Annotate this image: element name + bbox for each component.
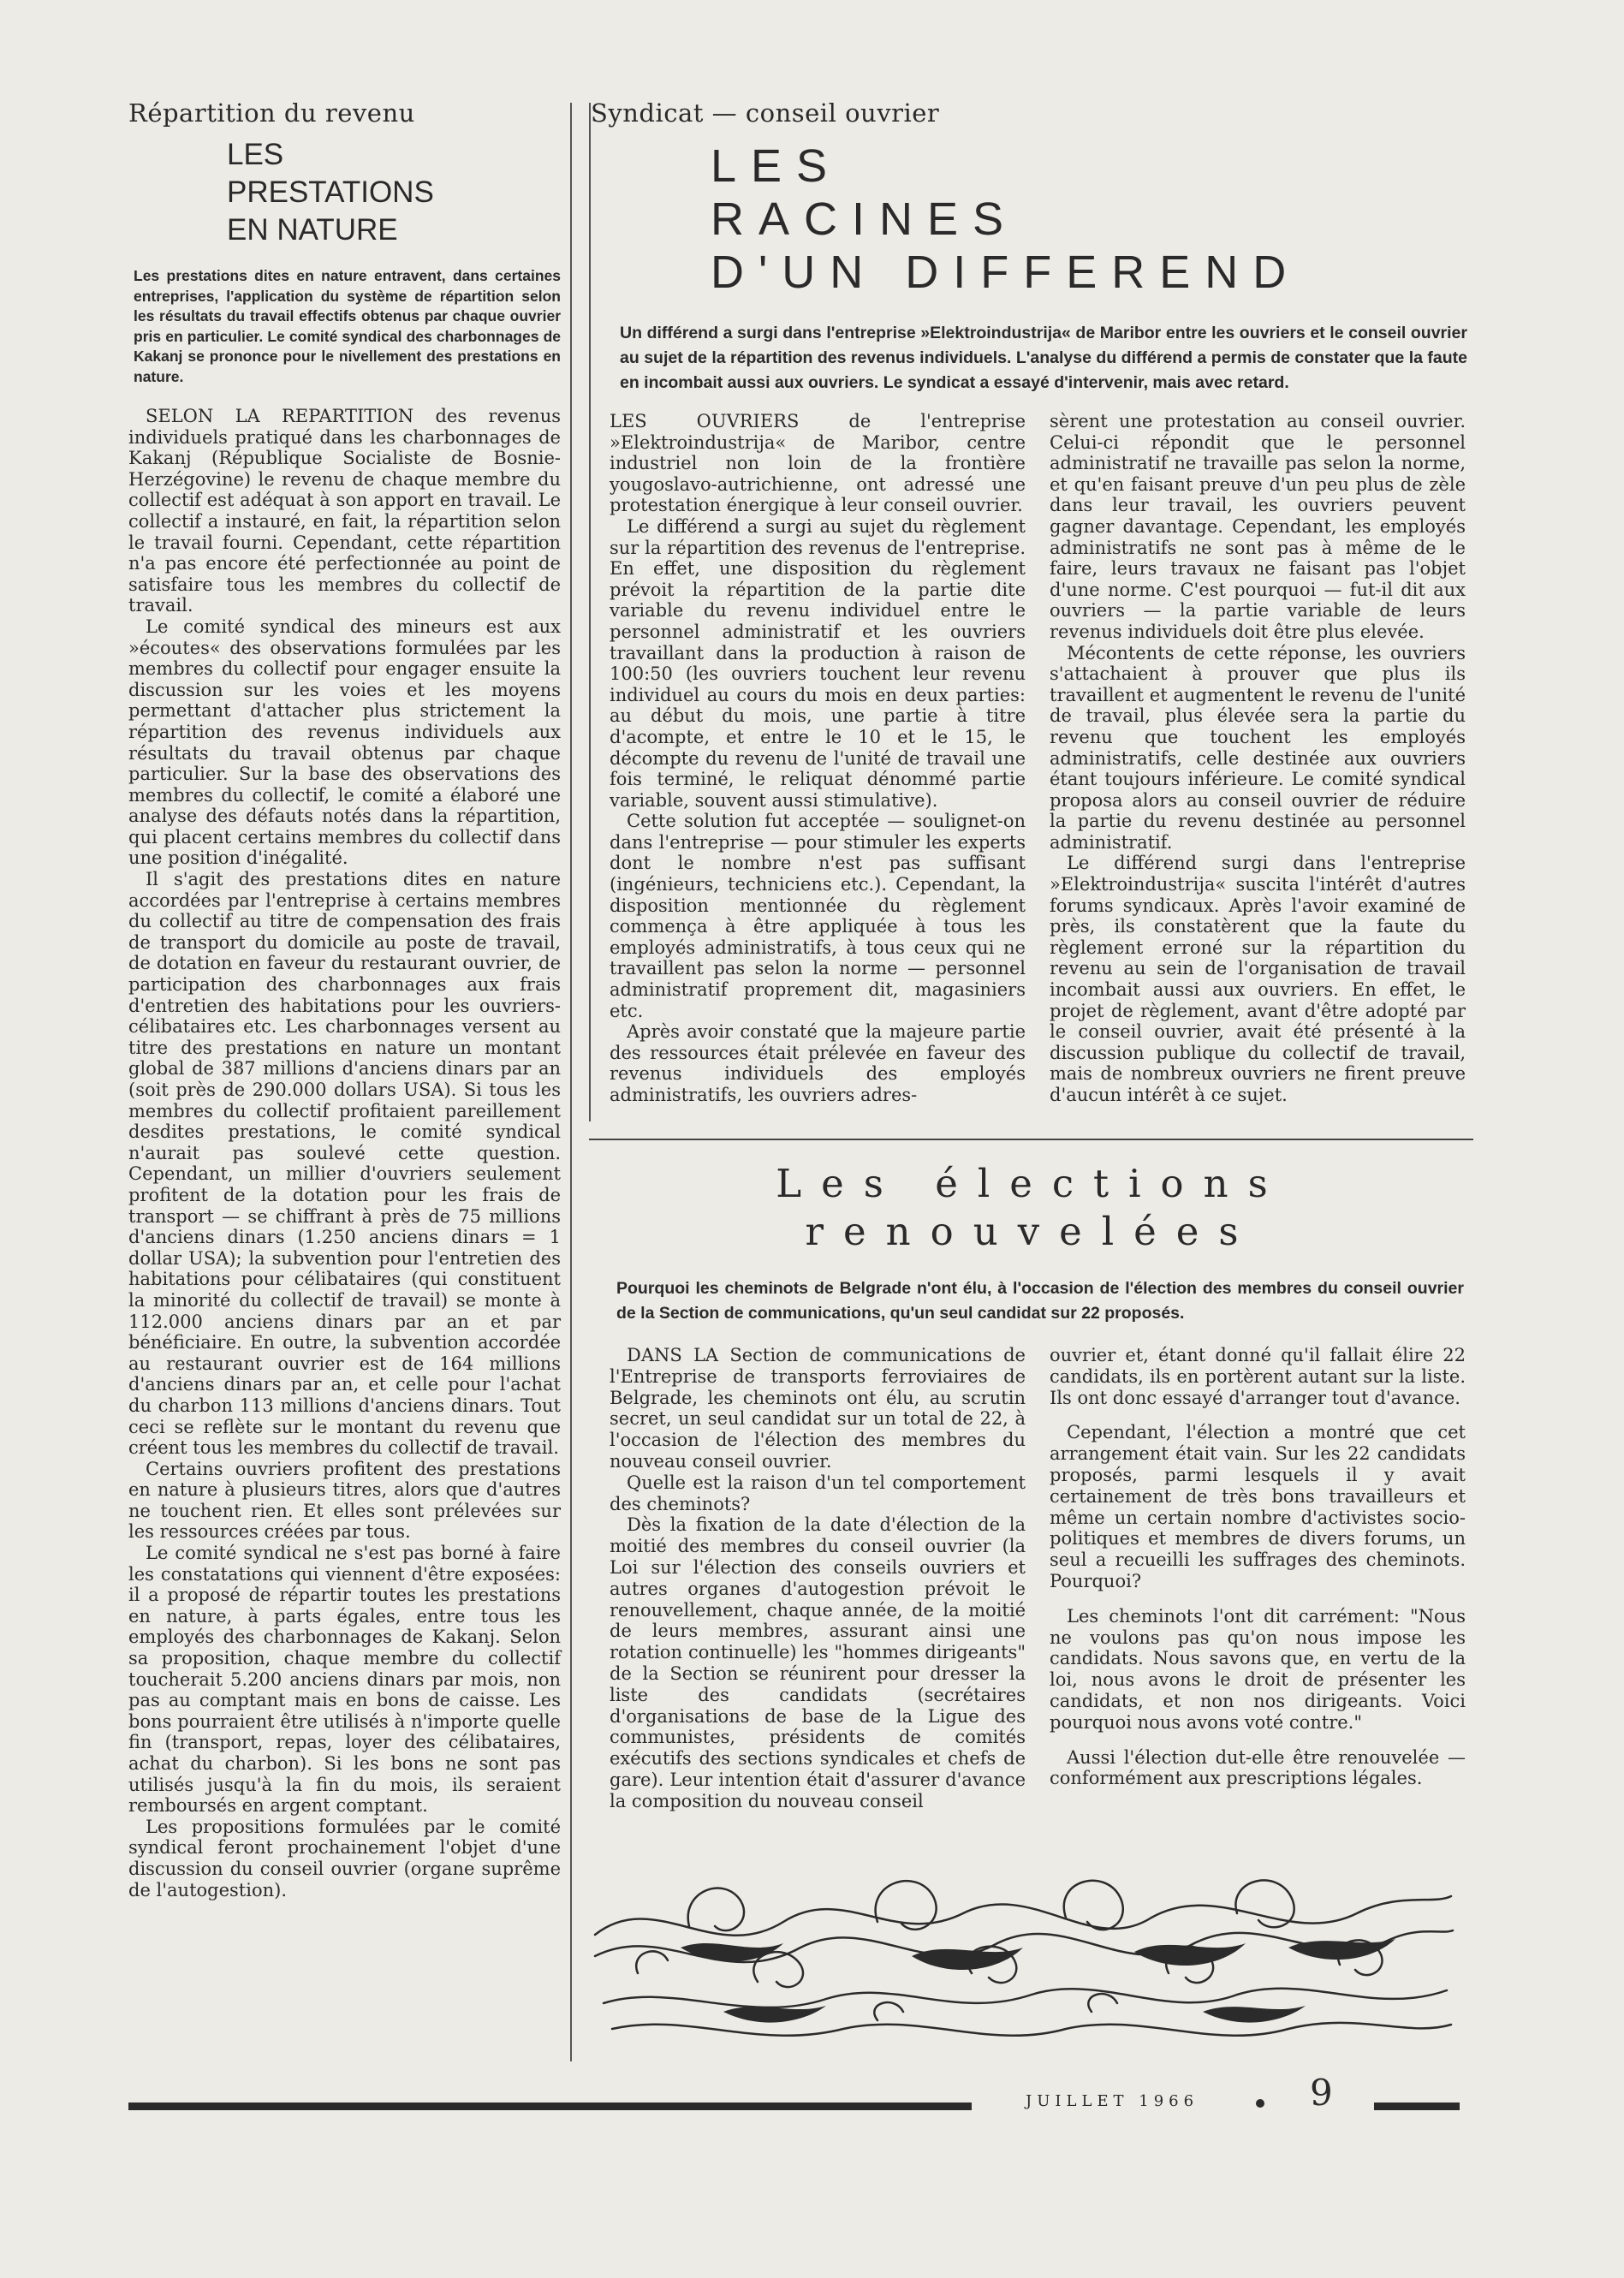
wave-ornament-illustration [586, 1853, 1460, 2076]
top-col1-paragraph-3: Cette solution fut acceptée — soulignet-on dans l'entreprise — pour stimuler les experts dont le nombre n'est pas suffisant (ingénieurs, techniciens etc.). Cependant, la disposition mentionnée du règlement commença à être appliquée à tous les employés administratifs, à tous ceux qui ne travaillent pas selon la norme — personnel administratif proprement dit, magasiniers etc. [610, 811, 1026, 1021]
bottom-col1-paragraph-2: Quelle est la raison d'un tel comportement des cheminots? [610, 1472, 1026, 1514]
footer-bullet [1256, 2099, 1264, 2108]
top-col2-paragraph-2: Mécontents de cette réponse, les ouvriers s'attachaient à prouver que plus ils travaillent et augmentent le revenu de l'unité de travail, plus élevée sera la partie du revenu que touchent les employés administratifs, celle destinée aux ouvriers étant toujours inférieure. Le comité syndical proposa alors au conseil ouvrier de réduire la partie du revenu destinée au personnel administratif. [1050, 642, 1466, 853]
top-title-line-2: RACINES [711, 193, 1019, 245]
left-title-line-3: EN NATURE [227, 213, 398, 247]
column-divider-left [570, 103, 572, 2061]
left-paragraph-4: Certains ouvriers profitent des prestations en nature à plusieurs titres, alors que d'autres ne touchent rien. Et elles sont prélevées sur les ressources créées par tous. [128, 1458, 561, 1543]
section-divider [589, 1139, 1473, 1140]
bottom-article-intro: Pourquoi les cheminots de Belgrade n'ont élu, à l'occasion de l'élection des membres du conseil ouvrier de la Section de communications, qu'un seul candidat sur 22 proposés. [616, 1279, 1464, 1323]
top-article-column-2 [1050, 411, 1466, 1106]
bottom-col1-paragraph-3: Dès la fixation de la date d'élection de la moitié des membres du conseil ouvrier (la Loi sur l'élection des conseils ouvriers et autres organes d'autogestion prévoit le renouvellement, chaque année, de la moitié de leurs membres, assurant ainsi une rotation continuelle) les "hommes dirigeants" de la Section se réunirent pour dresser la liste des candidats (secrétaires d'organisations de base de la Ligue des communistes, présidents de comités exécutifs des sections syndicales et chefs de gare). Leur intention était d'assurer d'avance la composition du nouveau conseil [610, 1514, 1026, 1811]
top-article-title [711, 140, 1472, 299]
top-col1-paragraph-2: Le différend a surgi au sujet du règlement sur la répartition des revenus de l'entreprise. En effet, une disposition du règlement prévoit la répartition de la partie dite variable du revenu individuel entre le personnel administratif et les ouvriers travaillant dans la production à raison de 100:50 (les ouvriers touchent leur revenu individuel au cours du mois en deux parties: au début du mois, une partie à titre d'acompte, et entre le 10 et le 15, le décompte du revenu de l'unité de travail une fois terminé, le reliquat dénommé partie variable, souvent aussi stimulative). [610, 515, 1026, 811]
bottom-article-body [610, 1345, 1466, 1812]
bottom-col1-paragraph-1: DANS LA Section de communications de l'Entreprise de transports ferroviaires de Belgrade, les cheminots ont élu, au scrutin secret, un seul candidat sur un total de 22, à l'occasion de l'élection des membres du nouveau conseil ouvrier. [610, 1345, 1026, 1472]
left-paragraph-6: Les propositions formulées par le comité syndical feront prochainement l'objet d'une discussion du conseil ouvrier (organe suprême de l'autogestion). [128, 1816, 561, 1900]
top-title-line-3: D'UN DIFFEREND [711, 247, 1301, 298]
top-article-rubric: Syndicat — conseil ouvrier [591, 98, 940, 128]
bottom-col2-paragraph-2: Cependant, l'élection a montré que cet arrangement était vain. Sur les 22 candidats proposés, parmi lesquels il y avait certainement de très bons travailleurs et même un certain nombre d'activistes socio-politiques et membres de divers forums, un seul a recueilli les suffrages des cheminots. Pourquoi? [1050, 1422, 1466, 1591]
bottom-title-line-1: Les élections [776, 1161, 1288, 1206]
left-article-intro: Les prestations dites en nature entravent, dans certaines entreprises, l'application du système de répartition selon les résultats du travail effectifs obtenus par chaque ouvrier pris en particulier. Le comité syndical des charbonnages de Kakanj se prononce pour le nivellement des prestations en nature. [134, 267, 561, 385]
top-col2-paragraph-1: sèrent une protestation au conseil ouvrier. Celui-ci répondit que le personnel administratif ne travaille pas selon la norme, et qu'en faisant preuve d'un peu plus de zèle dans leur travail, les ouvriers peuvent gagner davantage. Cependant, les employés administratifs ne sont pas à même de le faire, leurs travaux ne faisant pas l'objet d'une norme. C'est pourquoi — fut-il dit aux ouvriers — la partie variable de leurs revenus individuels doit être plus elevée. [1050, 411, 1466, 642]
top-title-line-1: LES [711, 140, 842, 192]
top-article-intro: Un différend a surgi dans l'entreprise »Elektroindustrija« de Maribor entre les ouvriers et le conseil ouvrier au sujet de la répartition des revenus individuels. L'analyse du différend a permis de constater que la faute en incombait aussi aux ouvriers. Le syndicat a essayé d'intervenir, mais avec retard. [620, 324, 1467, 392]
bottom-article-column-1 [610, 1345, 1026, 1812]
bottom-col2-paragraph-3: Les cheminots l'ont dit carrément: "Nous ne voulons pas qu'on nous impose les candidats. Nous savons que, en vertu de la loi, nous avons le droit de présenter les candidats, et non nos dirigeants. Voici pourquoi nous avons voté contre." [1050, 1605, 1466, 1733]
top-col2-paragraph-3: Le différend surgi dans l'entreprise »Elektroindustrija« suscita l'intérêt d'autres forums syndicaux. Après l'avoir examiné de près, ils constatèrent que la faute du règlement erroné sur la répartition du revenu au sein de l'organisation de travail incombait aussi aux ouvriers. En effet, le projet de règlement, avant d'être adopté par le conseil ouvrier, avait été présenté à la discussion publique du collectif de travail, mais de nombreux ouvriers ne firent preuve d'aucun intérêt à ce sujet. [1050, 853, 1466, 1105]
left-article [128, 98, 561, 1900]
bottom-col2-paragraph-4: Aussi l'élection dut-elle être renouvelée — conformément aux prescriptions légales. [1050, 1746, 1466, 1789]
bottom-article [591, 1160, 1472, 1812]
left-paragraph-1: SELON LA REPARTITION des revenus individuels pratiqué dans les charbonnages de Kakanj (République Socialiste de Bosnie-Herzégovine) le revenu de chaque membre du collectif est adéquat à son apport en travail. Le collectif a instauré, en fait, la répartition selon le travail fourni. Cependant, cette répartition n'a pas encore été perfectionnée au point de satisfaire tous les membres du collectif de travail. [128, 406, 561, 616]
left-article-title [227, 136, 561, 249]
footer-rule-right [1374, 2103, 1460, 2110]
footer-date: JUILLET 1966 [1026, 2092, 1199, 2110]
left-title-line-1: LES [227, 138, 284, 171]
bottom-article-title [591, 1160, 1472, 1256]
top-col1-paragraph-1: LES OUVRIERS de l'entreprise »Elektroindustrija« de Maribor, centre industriel non loin de la frontière yougoslavo-autrichienne, ont adressé une protestation énergique à leur conseil ouvrier. [610, 411, 1026, 516]
bottom-article-column-2 [1050, 1345, 1466, 1812]
page-number: 9 [1310, 2072, 1333, 2114]
left-title-line-2: PRESTATIONS [227, 175, 434, 209]
left-paragraph-5: Le comité syndical ne s'est pas borné à faire les constatations qui viennent d'être exposées: il a proposé de répartir toutes les prestations en nature, à parts égales, entre tous les employés des charbonnages de Kakanj. Selon sa proposition, chaque membre du collectif toucherait 5.200 anciens dinars par mois, non pas au comptant mais en bons de caisse. Les bons pourraient être utilisés à n'importe quelle fin (transport, repas, loyer des célibataires, achat du charbon). Si les bons ne sont pas utilisés jusqu'à la fin du mois, ils seraient remboursés en argent comptant. [128, 1543, 561, 1817]
left-article-body [128, 406, 561, 1900]
left-paragraph-2: Le comité syndical des mineurs est aux »écoutes« des observations formulées par les membres du collectif pour engager ensuite la discussion sur les voies et les moyens permettant d'attacher plus strictement la répartition des revenus individuels aux résultats du travail obtenus par chaque particulier. Sur la base des observations des membres du collectif, le comité a élaboré une analyse des défauts notés dans la répartition, qui placent certains membres du collectif dans une position d'inégalité. [128, 616, 561, 869]
top-article [591, 98, 1472, 1106]
bottom-title-line-2: renouvelées [805, 1209, 1258, 1254]
left-article-rubric: Répartition du revenu [128, 98, 415, 128]
left-paragraph-3: Il s'agit des prestations dites en nature accordées par l'entreprise à certains membres du collectif au titre de compensation des frais de transport du domicile au poste de travail, de dotation en faveur du restaurant ouvrier, de participation des charbonnages aux frais d'entretien des habitations pour les ouvriers-célibataires etc. Les charbonnages versent au titre des prestations en nature un montant global de 387 millions d'anciens dinars par an (soit près de 290.000 dollars USA). Si tous les membres du collectif profitaient pareillement desdites prestations, le comité syndical n'aurait pas soulevé cette question. Cependant, un millier d'ouvriers seulement profitent de la dotation pour les frais de transport — se chiffrant à près de 75 millions d'anciens dinars (1.250 anciens dinars = 1 dollar USA); la subvention pour l'entretien des habitations pour célibataires (qui constituent la minorité du collectif de travail) se monte à 112.000 anciens dinars par an et par bénéficiaire. En outre, la subvention accordée au restaurant ouvrier est de 164 millions d'anciens dinars par an, et celle pour l'achat du charbon 113 millions d'anciens dinars. Tout ceci se reflète sur le montant du revenu que créent tous les membres du collectif de travail. [128, 869, 561, 1459]
top-article-column-1 [610, 411, 1026, 1106]
footer-rule-left [128, 2103, 972, 2110]
top-article-body [610, 411, 1466, 1106]
top-col1-paragraph-4: Après avoir constaté que la majeure partie des ressources était prélevée en faveur des revenus individuels des employés administratifs, les ouvriers adres- [610, 1021, 1026, 1105]
bottom-col2-paragraph-1: ouvrier et, étant donné qu'il fallait élire 22 candidats, ils en portèrent autant sur la liste. Ils ont donc essayé d'arranger tout d'avance. [1050, 1345, 1466, 1408]
